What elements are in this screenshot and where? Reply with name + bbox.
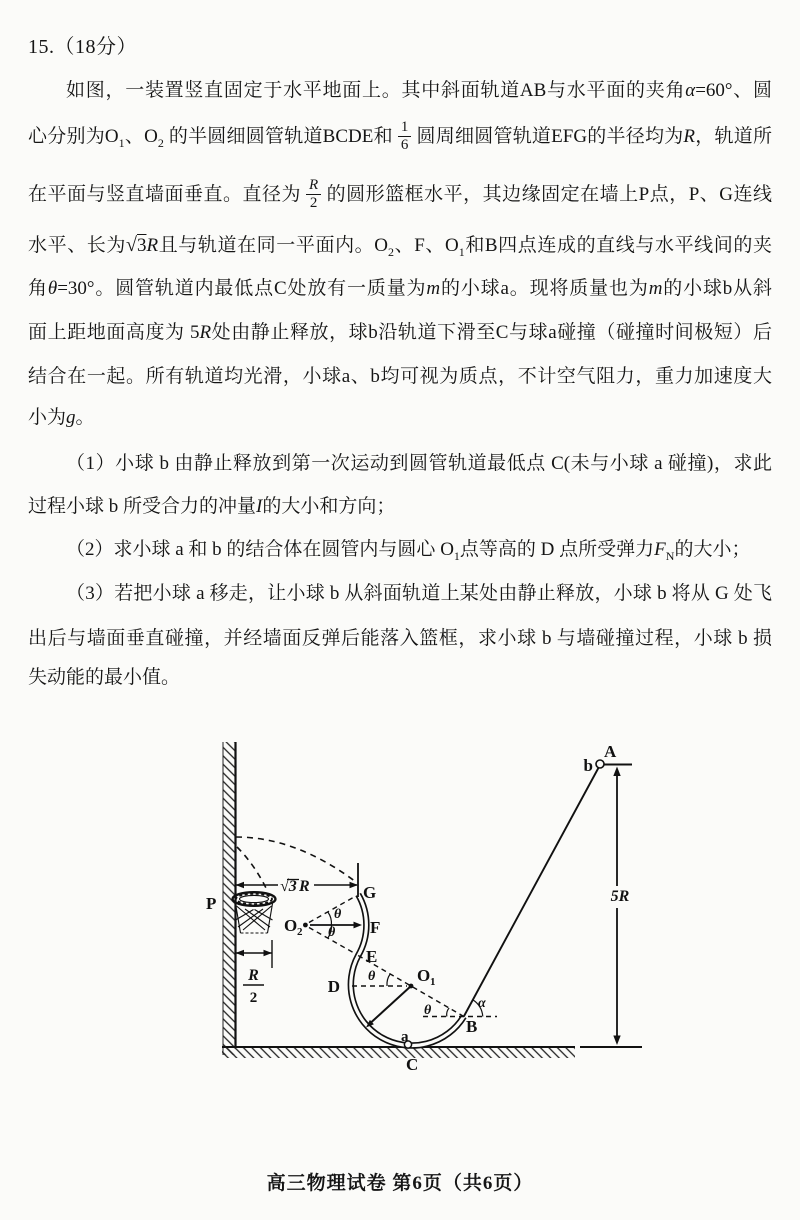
center-O1-dot <box>409 984 414 989</box>
physics-diagram <box>180 700 660 1090</box>
radius-arrow-O2F <box>310 922 362 929</box>
svg-text:θ: θ <box>328 925 336 940</box>
svg-text:C: C <box>406 1055 419 1074</box>
svg-text:G: G <box>363 883 377 902</box>
svg-text:B: B <box>466 1017 478 1036</box>
statement-line: 水平、长为√3R且与轨道在同一平面内。$O_2$、F、$O_1$和B四点连成的直线与水平线间的夹 <box>28 234 772 259</box>
svg-text:√3: √3 <box>280 878 297 895</box>
svg-text:D: D <box>327 977 340 996</box>
svg-text:b: b <box>583 756 593 775</box>
diagram-labels <box>206 742 617 1074</box>
page-footer: 高三物理试卷 第6页（共6页） <box>266 1173 534 1194</box>
radius-arrow-O1 <box>366 986 411 1028</box>
svg-text:θ: θ <box>368 969 376 984</box>
svg-text:α: α <box>478 996 486 1011</box>
ball-b <box>596 760 604 768</box>
dimension-R-half <box>236 940 273 1006</box>
basket-hoop <box>233 892 276 906</box>
statement-line: 如图，一装置竖直固定于水平地面上。其中斜面轨道AB与水平面的夹角α=60°、圆 <box>66 80 772 101</box>
svg-text:2: 2 <box>249 990 258 1006</box>
statement-line: 小为g。 <box>28 407 95 428</box>
statement-line: 面上距地面高度为 5R处由静止释放，球b沿轨道下滑至C与球a碰撞（碰撞时间极短）后 <box>28 322 772 343</box>
basket-net <box>236 904 273 934</box>
svg-text:1: 1 <box>430 976 436 988</box>
question-1-line: 过程小球 b 所受合力的冲量I的大小和方向； <box>28 496 396 517</box>
statement-line: 在平面与竖直墙面垂直。直径为 $\frac{R}{2}$ 的圆形篮框水平，其边缘固定在墙上P点，P、G连线 <box>28 176 772 212</box>
svg-text:2: 2 <box>297 926 303 938</box>
problem-number: 15.（18分） <box>28 36 137 58</box>
incline-track <box>464 765 600 1017</box>
svg-text:R: R <box>248 967 259 984</box>
svg-text:O: O <box>417 966 431 985</box>
question-2-line: （2）求小球 a 和 b 的结合体在圆管内与圆心 $O_1$点等高的 D 点所受弹力$F_N$的大小； <box>66 539 751 563</box>
svg-text:R: R <box>299 878 310 895</box>
svg-text:F: F <box>370 918 381 937</box>
svg-text:5R: 5R <box>610 888 630 905</box>
statement-line: 结合在一起。所有轨道均光滑，小球a、b均可视为质点，不计空气阻力，重力加速度大 <box>28 366 772 387</box>
svg-text:E: E <box>366 947 378 966</box>
statement-line: 角θ=30°。圆管轨道内最低点C处放有一质量为m的小球a。现将质量也为m的小球b从斜 <box>28 278 772 299</box>
question-3-line: 出后与墙面垂直碰撞，并经墙面反弹后能落入篮框，求小球 b 与墙碰撞过程，小球 b 损 <box>28 628 772 649</box>
svg-text:a: a <box>401 1029 409 1045</box>
svg-text:O: O <box>284 916 298 935</box>
svg-text:θ: θ <box>334 907 342 922</box>
statement-line: 心分别为$O_1$、$O_2$ 的半圆细圆管轨道BCDE和 $\frac{1}{6}$ 圆周细圆管轨道EFG的半径均为R，轨道所 <box>28 118 772 154</box>
svg-text:P: P <box>206 894 217 913</box>
ground <box>222 1047 575 1058</box>
svg-text:A: A <box>604 742 617 761</box>
svg-text:θ: θ <box>424 1003 432 1018</box>
question-3-line: （3）若把小球 a 移走，让小球 b 从斜面轨道上某处由静止释放，小球 b 将从 G 处飞 <box>66 583 772 604</box>
center-O2-dot <box>303 923 308 928</box>
question-3-line: 失动能的最小值。 <box>28 667 181 688</box>
dimension-5R <box>580 765 642 1048</box>
question-1-line: （1）小球 b 由静止释放到第一次运动到圆管轨道最低点 C(未与小球 a 碰撞)，求此 <box>66 453 772 474</box>
